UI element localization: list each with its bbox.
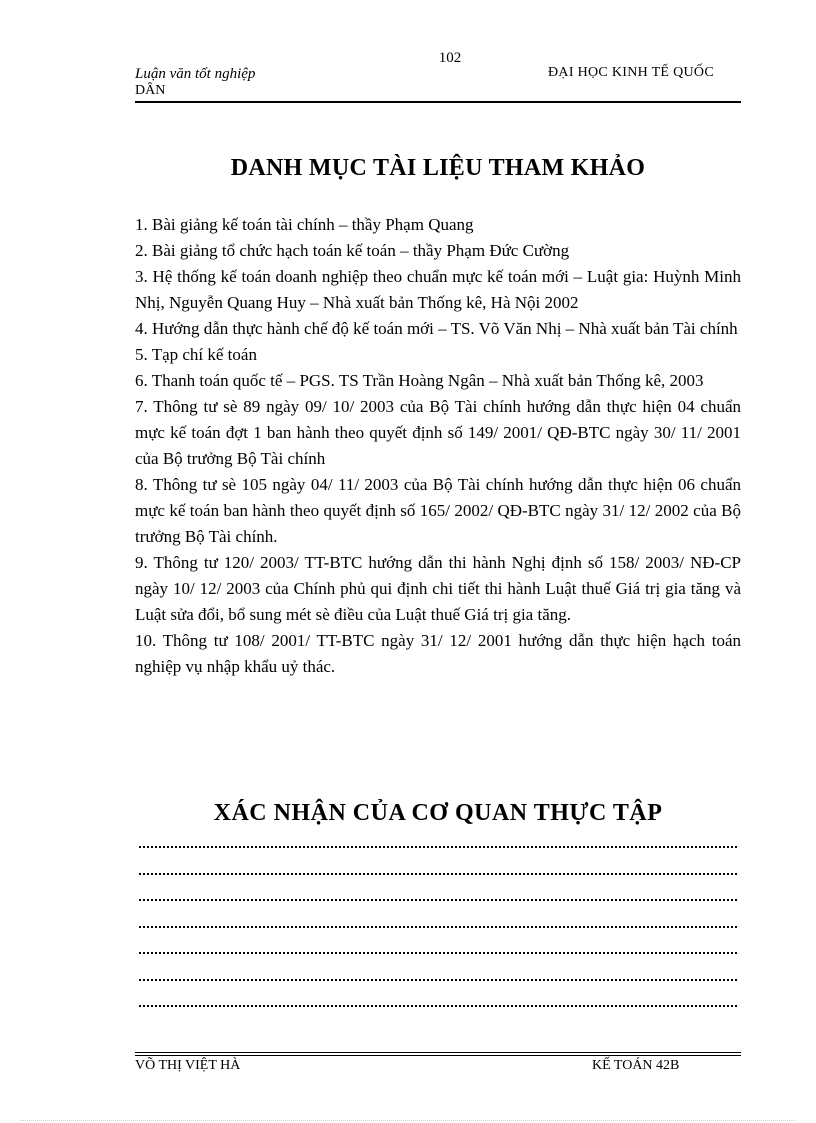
page-bottom-border [20, 1120, 796, 1121]
confirmation-blank-lines [139, 846, 737, 1032]
reference-item: 3. Hệ thống kế toán doanh nghiệp theo chuẩn mực kế toán mới – Luật gia: Huỳnh Minh Nhị, Nguyễn Quang Huy – Nhà xuất bản Thống kê, Hà Nội 2002 [135, 267, 741, 312]
blank-dotted-line [139, 979, 737, 981]
reference-item: 6. Thanh toán quốc tế – PGS. TS Trần Hoàng Ngân – Nhà xuất bản Thống kê, 2003 [135, 371, 704, 390]
blank-dotted-line [139, 952, 737, 954]
blank-dotted-line [139, 926, 737, 928]
class-name: KẾ TOÁN 42B [592, 1058, 680, 1073]
reference-item: 10. Thông tư 108/ 2001/ TT-BTC ngày 31/ 12/ 2001 hướng dẫn thực hiện hạch toán nghiệp vụ nhập khẩu uỷ thác. [135, 631, 741, 676]
reference-item: 4. Hướng dẫn thực hành chế độ kế toán mới – TS. Võ Văn Nhị – Nhà xuất bản Tài chính [135, 319, 738, 338]
header-divider [135, 101, 741, 103]
university-name-continued: DÂN [135, 83, 166, 98]
footer-divider [135, 1052, 741, 1056]
reference-list [135, 212, 741, 680]
blank-dotted-line [139, 1005, 737, 1007]
reference-item: 7. Thông tư sè 89 ngày 09/ 10/ 2003 của Bộ Tài chính hướng dẫn thực hiện 04 chuẩn mực kế toán đợt 1 ban hành theo quyết định số 149/ 2001/ QĐ-BTC ngày 30/ 11/ 2001 của Bộ trưởng Bộ Tài chính [135, 397, 741, 468]
reference-item: 9. Thông tư 120/ 2003/ TT-BTC hướng dẫn thi hành Nghị định số 158/ 2003/ NĐ-CP ngày 10/ 12/ 2003 của Chính phủ qui định chi tiết thi hành Luật thuế Giá trị gia tăng và Luật sửa đổi, bổ sung mét sè điều của Luật thuế Giá trị gia tăng. [135, 553, 741, 624]
author-name: VÕ THỊ VIỆT HÀ [135, 1058, 241, 1073]
blank-dotted-line [139, 873, 737, 875]
blank-dotted-line [139, 899, 737, 901]
page-title: DANH MỤC TÀI LIỆU THAM KHẢO [230, 155, 646, 181]
reference-item: 8. Thông tư sè 105 ngày 04/ 11/ 2003 của Bộ Tài chính hướng dẫn thực hiện 06 chuẩn mực kế toán ban hành theo quyết định số 165/ 2002/ QĐ-BTC ngày 31/ 12/ 2002 của Bộ trưởng Bộ Tài chính. [135, 475, 741, 546]
blank-dotted-line [139, 846, 737, 848]
reference-item: 2. Bài giảng tổ chức hạch toán kế toán – thầy Phạm Đức Cường [135, 241, 570, 260]
confirmation-title: XÁC NHẬN CỦA CƠ QUAN THỰC TẬP [213, 800, 663, 826]
reference-item: 5. Tạp chí kế toán [135, 345, 257, 364]
reference-item: 1. Bài giảng kế toán tài chính – thầy Phạm Quang [135, 215, 474, 234]
university-name: ĐẠI HỌC KINH TẾ QUỐC [548, 65, 714, 80]
page-number: 102 [438, 50, 462, 66]
thesis-label: Luận văn tốt nghiệp [135, 66, 256, 82]
